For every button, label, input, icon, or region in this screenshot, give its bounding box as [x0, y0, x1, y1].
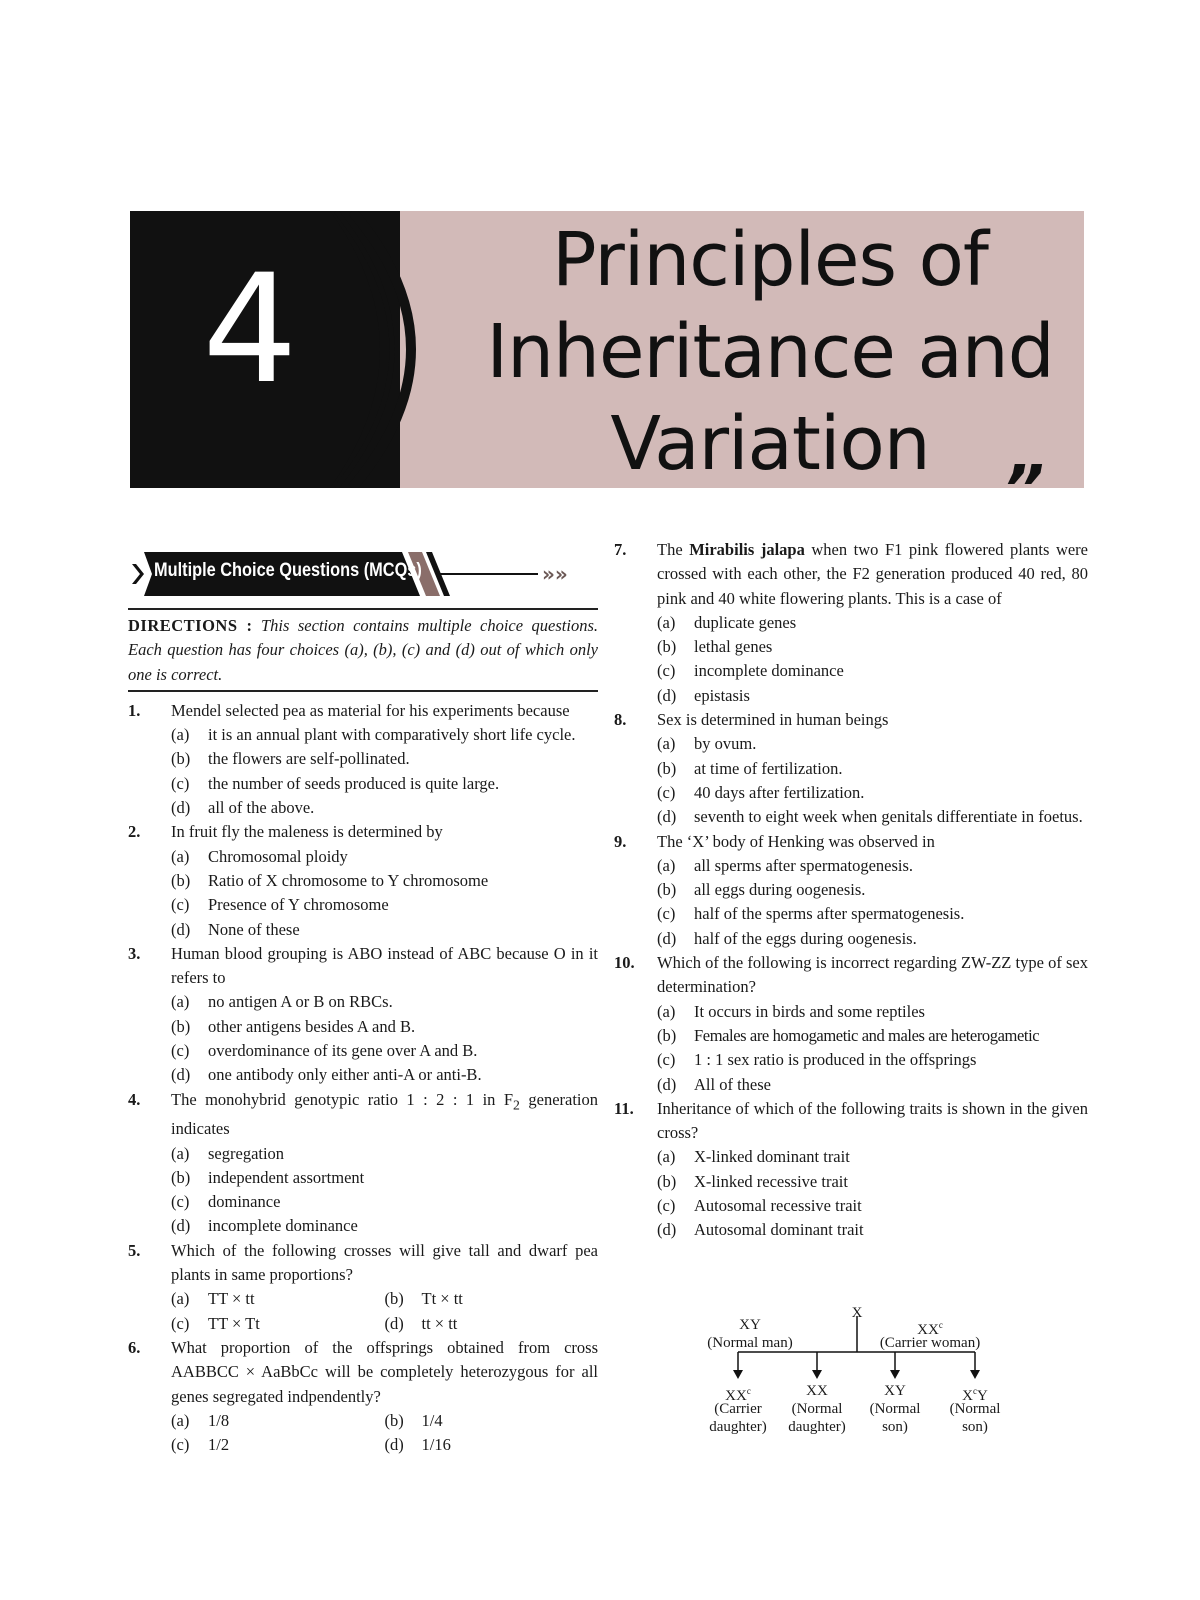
question-11 — [614, 1097, 1088, 1243]
option-text: duplicate genes — [694, 612, 797, 632]
question-text: In fruit fly the maleness is determined by — [171, 822, 443, 842]
option-a — [657, 732, 1088, 756]
option-letter: (c) — [171, 1435, 190, 1455]
left-column — [128, 608, 598, 1457]
option-a — [171, 1409, 385, 1433]
option-text: X-linked dominant trait — [694, 1147, 850, 1167]
option-d — [385, 1312, 599, 1336]
question-text: Human blood grouping is ABO instead of ABC because O in it refers to — [171, 943, 598, 988]
option-text: the flowers are self-pollinated. — [208, 749, 410, 769]
option-letter: (b) — [657, 880, 677, 900]
chapter-title — [480, 214, 1060, 490]
option-letter: (a) — [657, 855, 676, 875]
child-4-label-1: (Normal — [949, 1401, 1001, 1417]
question-9 — [614, 830, 1088, 951]
child-4-label-2: son) — [962, 1419, 988, 1435]
question-text-end: when two F1 pink flowered plants were crossed with each other, the F2 generation produced 40 red, 80 pink and 40 white flowering plants. This is a case of — [657, 540, 1089, 608]
option-letter: (a) — [657, 1147, 676, 1167]
option-text: by ovum. — [694, 734, 757, 754]
option-a — [171, 1142, 598, 1166]
option-text: 1 : 1 sex ratio is produced in the offsprings — [694, 1050, 977, 1070]
option-text: Females are homogametic and males are heterogametic — [694, 1025, 1040, 1045]
chapter-title-line-1: Principles of — [552, 217, 988, 303]
option-text: 1/4 — [421, 1410, 443, 1430]
option-letter: (c) — [171, 1313, 190, 1333]
option-b — [171, 1166, 598, 1190]
question-text: Inheritance of which of the following traits is shown in the given cross? — [657, 1098, 1088, 1143]
option-c — [657, 1194, 1088, 1218]
option-letter: (d) — [171, 919, 191, 939]
option-text: Ratio of X chromosome to Y chromosome — [208, 870, 489, 890]
question-10 — [614, 951, 1088, 1097]
option-a — [657, 854, 1088, 878]
option-letter: (d) — [657, 685, 677, 705]
option-b — [385, 1409, 599, 1433]
question-number: 1. — [128, 700, 141, 720]
question-text: What proportion of the offsprings obtained from cross AABBCC × AaBbCc will be completely heterozygous for all genes segregated indpendently? — [171, 1337, 598, 1406]
option-text: 1/8 — [208, 1410, 230, 1430]
option-letter: (b) — [384, 1410, 404, 1430]
option-text: seventh to eight week when genitals differentiate in foetus. — [694, 807, 1083, 827]
option-letter: (b) — [171, 1016, 191, 1036]
child-1-label-2: daughter) — [709, 1419, 767, 1435]
option-a — [171, 723, 598, 747]
option-text: all eggs during oogenesis. — [694, 880, 866, 900]
question-number: 3. — [128, 943, 141, 963]
option-letter: (c) — [657, 904, 676, 924]
quote-mark-icon: ” — [1003, 453, 1045, 527]
option-text: one antibody only either anti-A or anti-B. — [208, 1065, 482, 1085]
option-text: at time of fertilization. — [694, 758, 843, 778]
question-number: 6. — [128, 1337, 141, 1357]
right-column — [614, 538, 1088, 1243]
question-number: 7. — [614, 540, 627, 559]
option-letter: (b) — [171, 870, 191, 890]
child-4-genotype-sup: c — [973, 1386, 977, 1396]
option-c — [171, 1190, 598, 1214]
option-b — [171, 747, 598, 771]
question-6 — [128, 1336, 598, 1457]
option-letter: (c) — [657, 1050, 676, 1070]
option-letter: (c) — [657, 782, 676, 802]
option-text: all sperms after spermatogenesis. — [694, 855, 914, 875]
option-letter: (b) — [657, 758, 677, 778]
option-c — [171, 1312, 385, 1336]
option-letter: (b) — [657, 1025, 677, 1045]
father-genotype: XY — [739, 1317, 761, 1333]
option-b — [657, 1170, 1088, 1194]
question-text — [657, 538, 1088, 611]
question-number: 9. — [614, 831, 627, 851]
question-text: Sex is determined in human beings — [657, 710, 889, 730]
question-1 — [128, 699, 598, 820]
option-d — [171, 918, 598, 942]
child-2-label-1: (Normal — [791, 1401, 843, 1417]
option-letter: (d) — [171, 798, 191, 818]
option-text: other antigens besides A and B. — [208, 1016, 416, 1036]
chapter-title-line-3: Variation — [610, 401, 930, 487]
option-text: half of the sperms after spermatogenesis. — [694, 904, 965, 924]
child-1-genotype-sup: c — [746, 1386, 751, 1396]
svg-text:»»: »» — [542, 562, 568, 586]
question-text-start: The — [657, 540, 690, 559]
option-text: the number of seeds produced is quite large. — [208, 773, 500, 793]
option-letter: (c) — [171, 1041, 190, 1061]
question-8 — [614, 708, 1088, 829]
question-text-start: The monohybrid genotypic ratio 1 : 2 : 1 in F — [171, 1089, 514, 1109]
mother-genotype-base: XX — [917, 1322, 939, 1338]
option-text: TT × Tt — [208, 1313, 260, 1333]
chapter-badge-arc — [330, 211, 440, 488]
option-b — [657, 635, 1088, 659]
option-a — [171, 990, 598, 1014]
question-number: 4. — [128, 1089, 141, 1109]
child-2-label-2: daughter) — [788, 1419, 846, 1435]
option-letter: (d) — [657, 1220, 677, 1240]
option-letter: (a) — [171, 725, 190, 745]
question-number: 10. — [614, 953, 635, 973]
option-text: segregation — [208, 1143, 285, 1163]
chapter-number: 4 — [202, 243, 298, 417]
option-letter: (d) — [384, 1313, 404, 1333]
mcq-section-label: Multiple Choice Questions (MCQs) — [154, 560, 422, 581]
child-4-genotype-y: Y — [977, 1388, 988, 1404]
question-text — [171, 1088, 598, 1142]
option-letter: (d) — [657, 807, 677, 827]
option-letter: (c) — [171, 895, 190, 915]
option-row — [171, 1312, 598, 1336]
option-text: Autosomal dominant trait — [694, 1220, 864, 1240]
option-d — [171, 1063, 598, 1087]
question-text: Which of the following crosses will give tall and dwarf pea plants in same proportions? — [171, 1240, 598, 1285]
mcq-section-header — [128, 548, 598, 600]
option-a — [657, 1145, 1088, 1169]
option-b — [385, 1287, 599, 1311]
option-letter: (c) — [171, 773, 190, 793]
option-b — [657, 878, 1088, 902]
option-c — [171, 772, 598, 796]
option-c — [657, 659, 1088, 683]
question-number: 11. — [614, 1098, 634, 1118]
question-3 — [128, 942, 598, 1088]
option-letter: (d) — [384, 1435, 404, 1455]
option-letter: (b) — [171, 749, 191, 769]
option-letter: (d) — [171, 1065, 191, 1085]
option-a — [657, 1000, 1088, 1024]
option-b — [657, 757, 1088, 781]
option-text: Autosomal recessive trait — [694, 1196, 862, 1216]
option-b — [657, 1024, 1088, 1048]
question-5 — [128, 1239, 598, 1336]
option-text: None of these — [208, 919, 300, 939]
option-text: no antigen A or B on RBCs. — [208, 992, 393, 1012]
option-letter: (c) — [657, 661, 676, 681]
option-letter: (c) — [171, 1192, 190, 1212]
option-letter: (a) — [171, 1143, 190, 1163]
child-1-label-1: (Carrier — [714, 1401, 762, 1417]
directions-box — [128, 608, 598, 692]
option-letter: (c) — [657, 1196, 676, 1216]
subscript-2: 2 — [513, 1096, 520, 1112]
option-letter: (a) — [171, 846, 190, 866]
option-text: incomplete dominance — [208, 1216, 358, 1236]
chapter-title-line-2: Inheritance and — [486, 309, 1054, 395]
option-text: epistasis — [694, 685, 750, 705]
option-row — [171, 1287, 598, 1311]
question-text: Mendel selected pea as material for his experiments because — [171, 700, 570, 720]
child-3-genotype: XY — [884, 1383, 906, 1399]
option-b — [171, 869, 598, 893]
option-text: X-linked recessive trait — [694, 1171, 848, 1191]
question-number: 5. — [128, 1240, 141, 1260]
option-b — [171, 1015, 598, 1039]
option-c — [171, 893, 598, 917]
option-d — [657, 1218, 1088, 1242]
option-d — [657, 684, 1088, 708]
option-letter: (b) — [171, 1167, 191, 1187]
option-a — [171, 1287, 385, 1311]
option-letter: (a) — [657, 1001, 676, 1021]
option-text: all of the above. — [208, 798, 315, 818]
option-text: 1/16 — [421, 1435, 451, 1455]
option-d — [657, 805, 1088, 829]
option-d — [657, 927, 1088, 951]
option-letter: (a) — [171, 992, 190, 1012]
question-number: 2. — [128, 822, 141, 842]
question-text-end: generation indicates — [171, 1089, 599, 1139]
child-3-label-2: son) — [882, 1419, 908, 1435]
question-text: The ‘X’ body of Henking was observed in — [657, 831, 935, 851]
option-d — [171, 796, 598, 820]
option-c — [171, 1433, 385, 1457]
option-text: it is an annual plant with comparatively short life cycle. — [208, 725, 576, 745]
option-text: independent assortment — [208, 1167, 365, 1187]
option-a — [171, 845, 598, 869]
option-row — [171, 1409, 598, 1433]
option-d — [657, 1073, 1088, 1097]
option-text: 40 days after fertilization. — [694, 782, 865, 802]
option-text: lethal genes — [694, 637, 773, 657]
mother-label: (Carrier woman) — [879, 1335, 981, 1351]
option-letter: (b) — [657, 637, 677, 657]
option-a — [657, 611, 1088, 635]
child-1-genotype-base: XX — [725, 1388, 747, 1404]
father-label: (Normal man) — [707, 1335, 793, 1351]
option-letter: (d) — [171, 1216, 191, 1236]
option-text: half of the eggs during oogenesis. — [694, 928, 917, 948]
option-c — [171, 1039, 598, 1063]
option-text: TT × tt — [208, 1289, 255, 1309]
option-text: It occurs in birds and some reptiles — [694, 1001, 925, 1021]
option-row — [171, 1433, 598, 1457]
question-4 — [128, 1088, 598, 1239]
question-7 — [614, 538, 1088, 708]
option-letter: (d) — [657, 1074, 677, 1094]
option-letter: (a) — [171, 1289, 190, 1309]
directions-label: DIRECTIONS : — [128, 616, 253, 635]
option-text: Chromosomal ploidy — [208, 846, 348, 866]
option-text: dominance — [208, 1192, 281, 1212]
cross-symbol: X — [851, 1305, 863, 1321]
option-text: Tt × tt — [421, 1289, 463, 1309]
child-4-genotype-x: X — [962, 1388, 973, 1404]
option-c — [657, 1048, 1088, 1072]
option-text: tt × tt — [421, 1313, 458, 1333]
option-d — [385, 1433, 599, 1457]
option-c — [657, 902, 1088, 926]
option-letter: (a) — [171, 1410, 190, 1430]
option-text: All of these — [694, 1074, 771, 1094]
directions-text: This section contains multiple choice questions. Each question has four choices (a), (b), (c) and (d) out of which only one is correct. — [128, 616, 599, 684]
option-letter: (a) — [657, 612, 676, 632]
option-c — [657, 781, 1088, 805]
pedigree-cross-diagram — [690, 1305, 1020, 1466]
question-text: Which of the following is incorrect regarding ZW-ZZ type of sex determination? — [657, 953, 1088, 997]
option-letter: (b) — [657, 1171, 677, 1191]
child-2-genotype: XX — [806, 1383, 828, 1399]
child-3-label-1: (Normal — [869, 1401, 921, 1417]
option-d — [171, 1214, 598, 1238]
option-letter: (b) — [384, 1289, 404, 1309]
option-text: Presence of Y chromosome — [208, 895, 389, 915]
option-letter: (a) — [657, 734, 676, 754]
option-text: overdominance of its gene over A and B. — [208, 1041, 478, 1061]
question-2 — [128, 820, 598, 941]
option-text: incomplete dominance — [694, 661, 844, 681]
question-number: 8. — [614, 710, 627, 730]
species-name: Mirabilis jalapa — [689, 540, 805, 559]
option-text: 1/2 — [208, 1435, 230, 1455]
mother-genotype-sup: c — [938, 1320, 943, 1330]
option-letter: (d) — [657, 928, 677, 948]
